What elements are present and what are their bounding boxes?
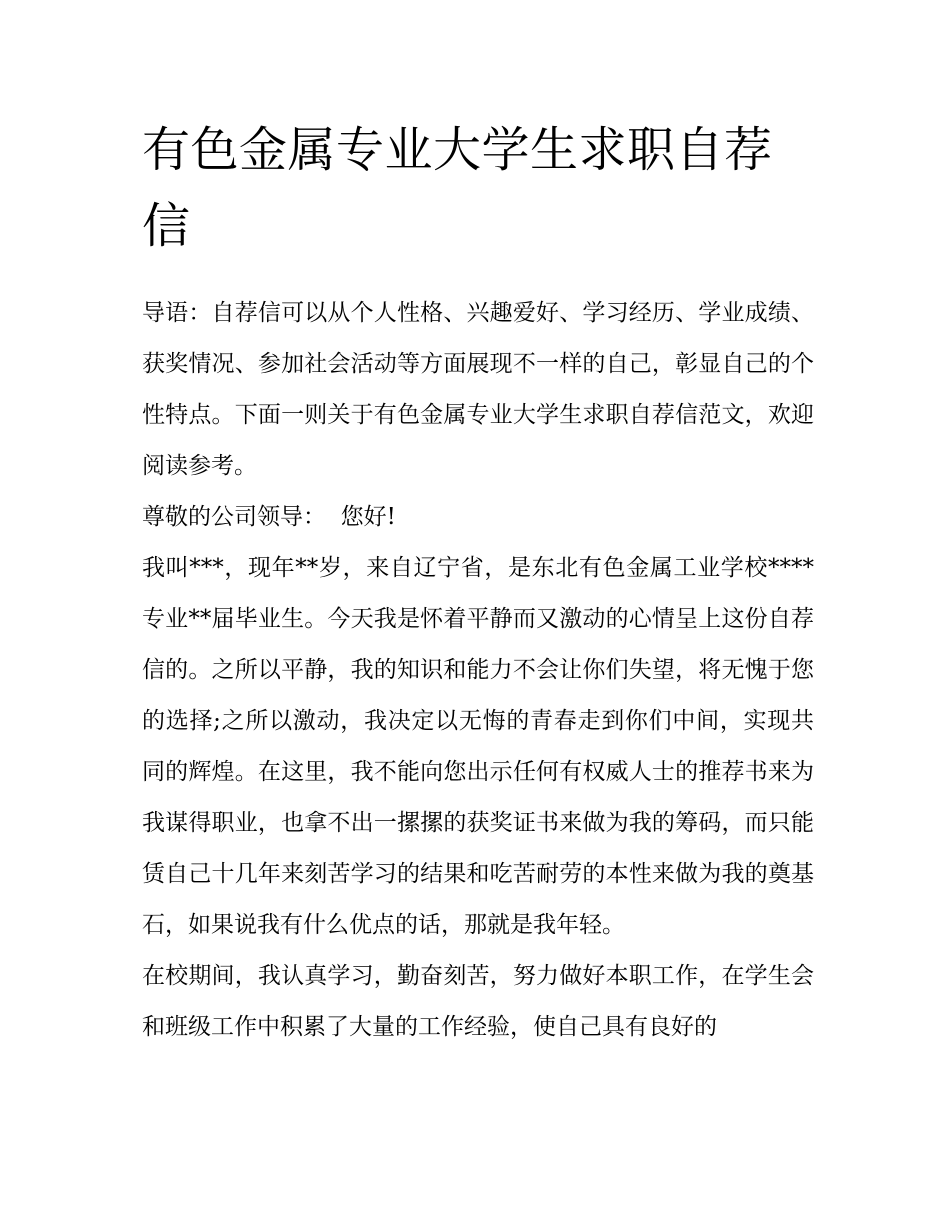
self-introduction-paragraph: 我叫***，现年**岁，来自辽宁省，是东北有色金属工业学校****专业**届毕业生。今天我是怀着平静而又激动的心情呈上这份自荐信的。之所以平静，我的知识和能力不会让你们失望，将无愧于您的选择;之所以激动，我决定以无悔的青春走到你们中间，实现共同的辉煌。在这里，我不能向您出示任何有权威人士的推荐书来为我谋得职业，也拿不出一摞摞的获奖证书来做为我的筹码，而只能赁自己十几年来刻苦学习的结果和吃苦耐劳的本性来做为我的奠基石，如果说我有什么优点的话，那就是我年轻。: [142, 555, 814, 938]
school-experience-paragraph: 在校期间，我认真学习，勤奋刻苦，努力做好本职工作，在学生会和班级工作中积累了大量的工作经验，使自己具有良好的: [142, 963, 814, 1040]
salutation-paragraph: 尊敬的公司领导： 您好!: [142, 504, 396, 530]
document-body: [142, 112, 814, 1053]
intro-paragraph: 导语：自荐信可以从个人性格、兴趣爱好、学习经历、学业成绩、获奖情况、参加社会活动等方面展现不一样的自己，彰显自己的个性特点。下面一则关于有色金属专业大学生求职自荐信范文，欢迎阅读参考。: [142, 300, 814, 479]
document-title: 有色金属专业大学生求职自荐信: [142, 122, 773, 254]
